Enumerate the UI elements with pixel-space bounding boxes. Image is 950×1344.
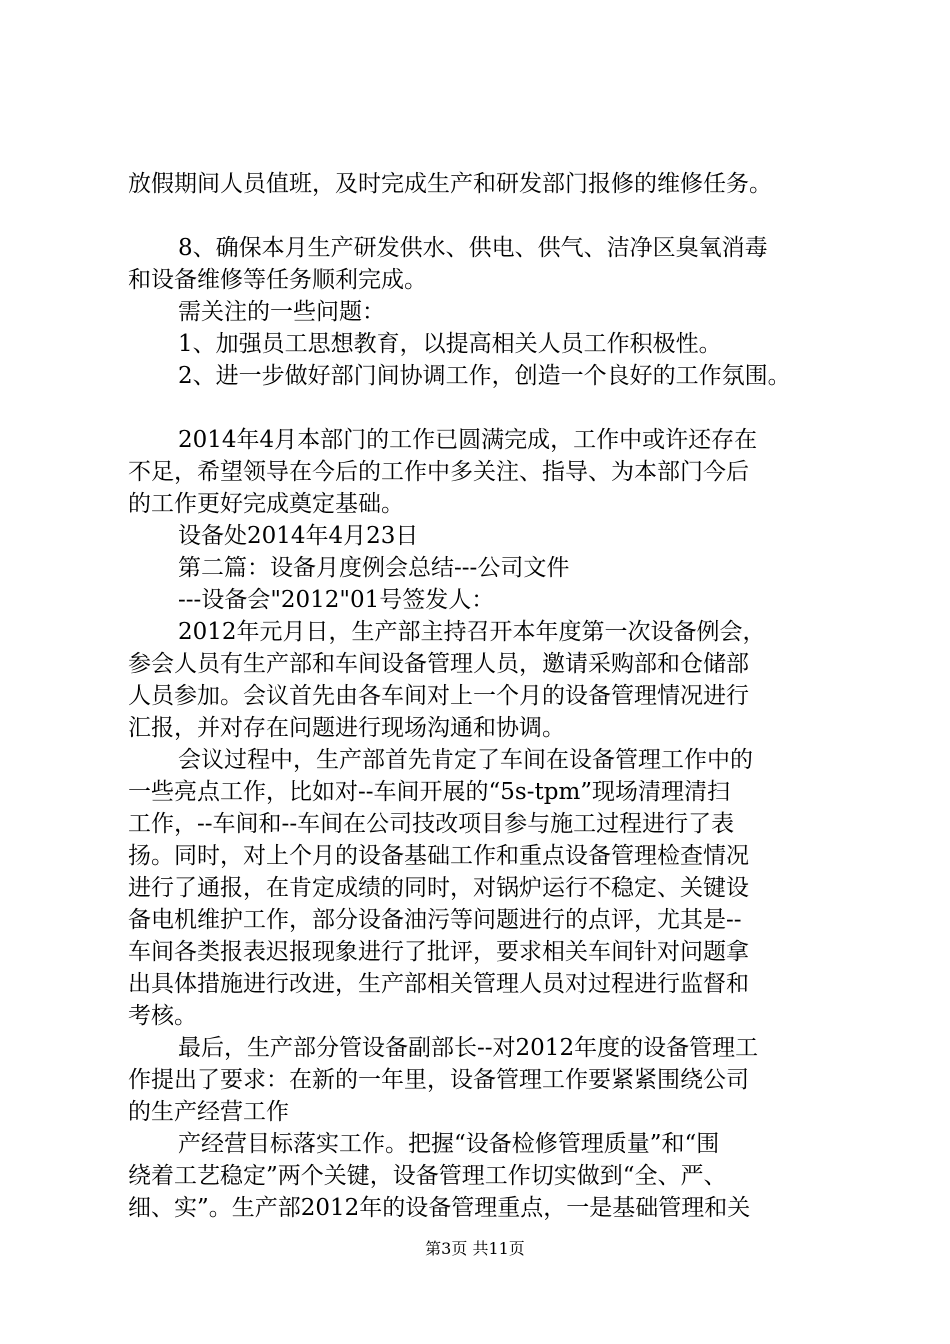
paragraph-line: 车间各类报表迟报现象进行了批评，要求相关车间针对问题拿 (128, 939, 749, 965)
paragraph-line: 最后，生产部分管设备副部长--对2012年度的设备管理工 (178, 1035, 759, 1061)
paragraph-line: 考核。 (128, 1003, 197, 1029)
paragraph-line: 2012年元月日，生产部主持召开本年度第一次设备例会， (178, 619, 766, 645)
page-number-footer: 第3页 共11页 (425, 1239, 525, 1258)
section-heading: 需关注的一些问题： (178, 299, 385, 325)
paragraph-line: 细、实”。生产部2012年的设备管理重点，一是基础管理和关 (128, 1195, 751, 1221)
paragraph-line: 参会人员有生产部和车间设备管理人员，邀请采购部和仓储部 (128, 651, 749, 677)
paragraph-line: 放假期间人员值班，及时完成生产和研发部门报修的维修任务。 (128, 171, 772, 197)
list-item: 1、加强员工思想教育，以提高相关人员工作积极性。 (178, 331, 722, 357)
paragraph-line: 一些亮点工作，比如对--车间开展的“5s-tpm”现场清理清扫 (128, 779, 731, 805)
paragraph-line: 的工作更好完成奠定基础。 (128, 491, 404, 517)
paragraph-line: 出具体措施进行改进，生产部相关管理人员对过程进行监督和 (128, 971, 749, 997)
paragraph-line: 备电机维护工作，部分设备油污等问题进行的点评，尤其是-- (128, 907, 742, 933)
signature-date: 设备处2014年4月23日 (178, 523, 419, 549)
paragraph-line: 扬。同时，对上个月的设备基础工作和重点设备管理检查情况 (128, 843, 749, 869)
paragraph-line: 汇报，并对存在问题进行现场沟通和协调。 (128, 715, 565, 741)
paragraph-line: 人员参加。会议首先由各车间对上一个月的设备管理情况进行 (128, 683, 749, 709)
document-body (128, 168, 848, 1224)
paragraph-line: 的生产经营工作 (128, 1099, 289, 1125)
paragraph-line: 进行了通报，在肯定成绩的同时，对锅炉运行不稳定、关键设 (128, 875, 749, 901)
paragraph-line: 8、确保本月生产研发供水、供电、供气、洁净区臭氧消毒 (178, 235, 768, 261)
chapter-title: 第二篇：设备月度例会总结---公司文件 (178, 555, 570, 581)
paragraph-line: 和设备维修等任务顺利完成。 (128, 267, 427, 293)
list-item: 2、进一步做好部门间协调工作，创造一个良好的工作氛围。 (178, 363, 791, 389)
paragraph-line: 绕着工艺稳定”两个关键，设备管理工作切实做到“全、严、 (128, 1163, 727, 1189)
paragraph-line: 工作，--车间和--车间在公司技改项目参与施工过程进行了表 (128, 811, 735, 837)
paragraph-line: 作提出了要求：在新的一年里，设备管理工作要紧紧围绕公司 (128, 1067, 749, 1093)
paragraph-line: 产经营目标落实工作。把握“设备检修管理质量”和“围 (178, 1131, 720, 1157)
paragraph-line: 2014年4月本部门的工作已圆满完成，工作中或许还存在 (178, 427, 758, 453)
document-number: ---设备会"2012"01号签发人： (178, 587, 495, 613)
paragraph-line: 会议过程中，生产部首先肯定了车间在设备管理工作中的 (178, 747, 753, 773)
paragraph-line: 不足，希望领导在今后的工作中多关注、指导、为本部门今后 (128, 459, 749, 485)
